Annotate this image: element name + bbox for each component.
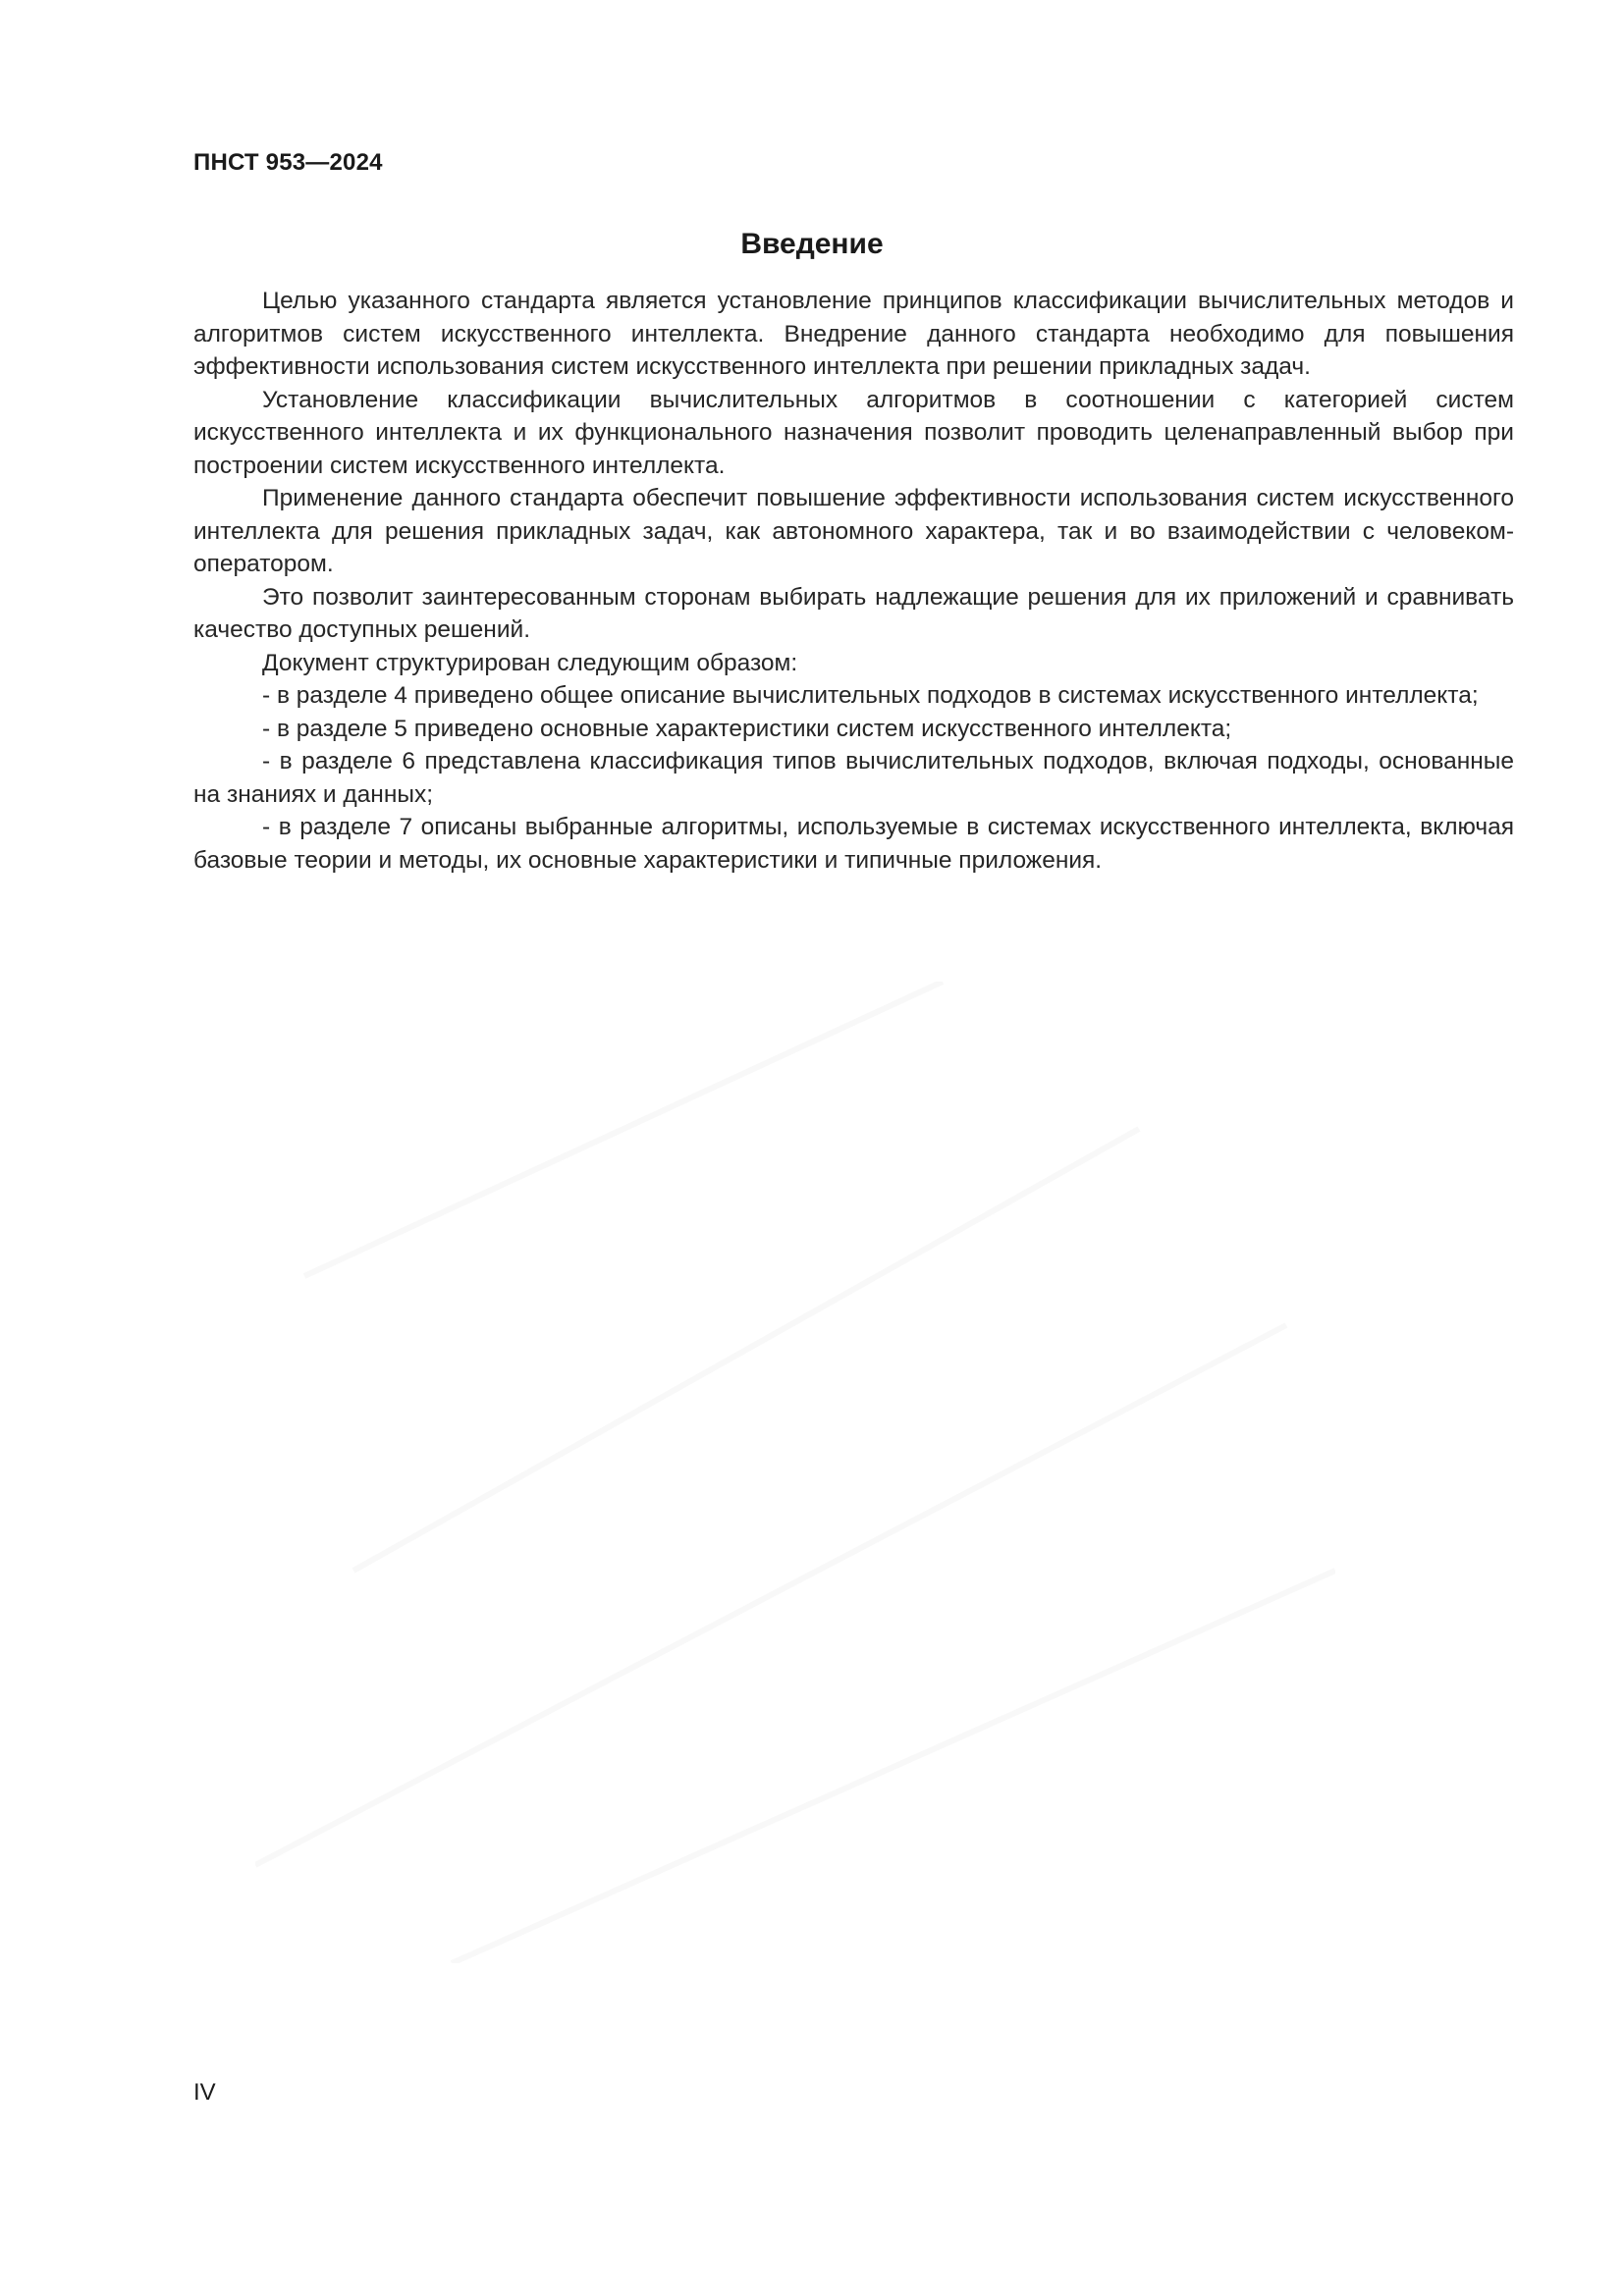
paragraph: Применение данного стандарта обеспечит повышение эффективности использования систем искусственного интеллекта для решения прикладных задач, как автономного характера, так и во взаимодействии с человеком-оператором.: [193, 485, 1514, 577]
document-code: ПНСТ 953—2024: [193, 149, 383, 176]
paragraph: Целью указанного стандарта является установление принципов классификации вычислительных методов и алгоритмов систем искусственного интеллекта. Внедрение данного стандарта необходимо для повышения эффективности использования систем искусственного интеллекта при решении прикладных задач.: [193, 288, 1514, 380]
list-item: - в разделе 6 представлена классификация типов вычислительных подходов, включая подходы, основанные на знаниях и данных;: [193, 748, 1514, 808]
watermark-pattern: [255, 982, 1335, 1963]
section-title: Введение: [740, 228, 884, 260]
page-number: IV: [193, 2079, 216, 2106]
list-item: - в разделе 7 описаны выбранные алгоритмы, используемые в системах искусственного интеллекта, включая базовые теории и методы, их основные характеристики и типичные приложения.: [193, 814, 1514, 874]
body-text: [193, 285, 1514, 877]
paragraph: Документ структурирован следующим образом:: [262, 649, 798, 676]
paragraph: Это позволит заинтересованным сторонам выбирать надлежащие решения для их приложений и сравнивать качество доступных решений.: [193, 583, 1514, 643]
list-item: - в разделе 4 приведено общее описание вычислительных подходов в системах искусственного интеллекта;: [262, 682, 1479, 709]
paragraph: Установление классификации вычислительных алгоритмов в соотношении с категорией систем искусственного интеллекта и их функционального назначения позволит проводить целенаправленный выбор при построении систем искусственного интеллекта.: [193, 386, 1514, 479]
list-item: - в разделе 5 приведено основные характеристики систем искусственного интеллекта;: [262, 715, 1232, 742]
